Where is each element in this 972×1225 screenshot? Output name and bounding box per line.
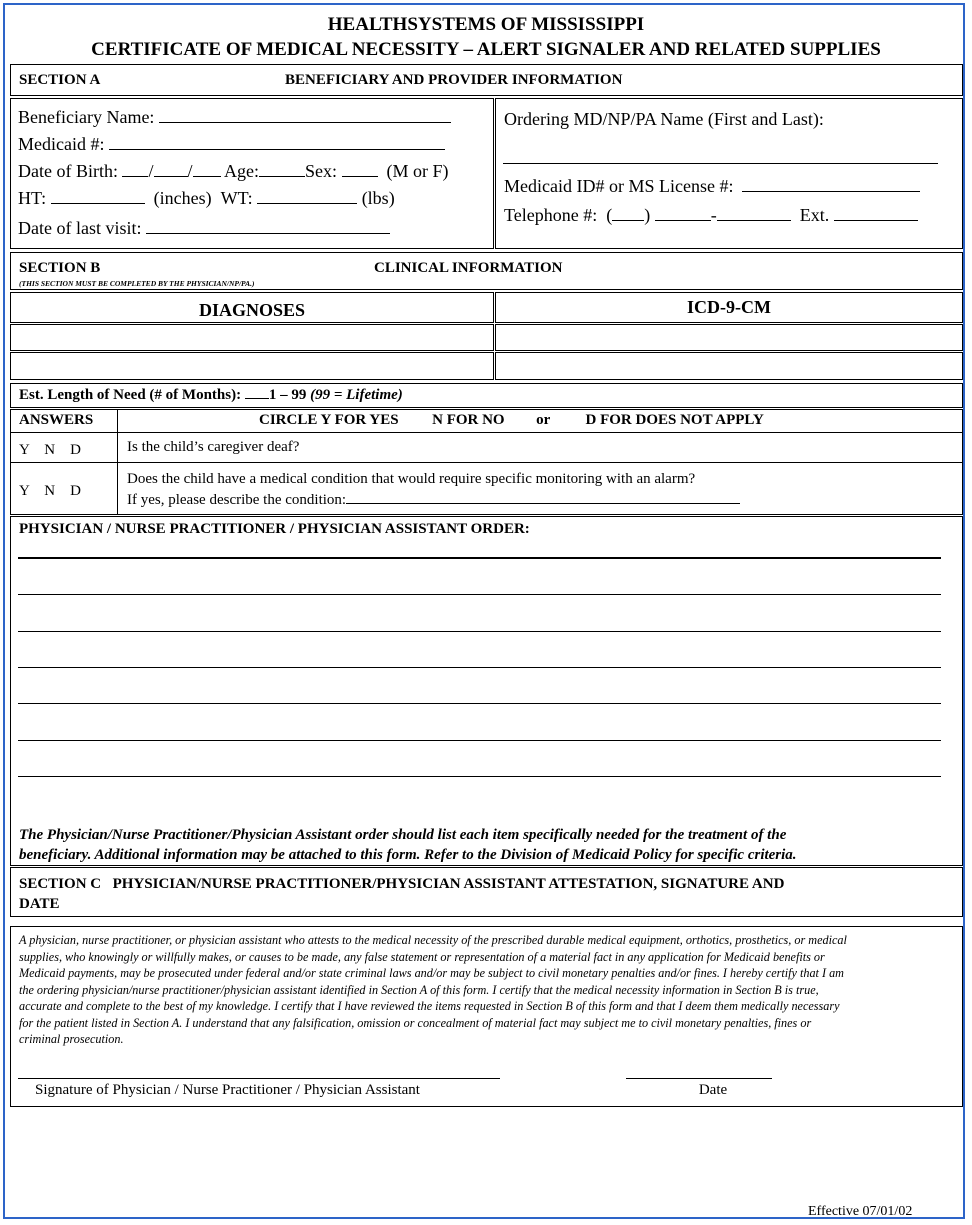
height-label: HT: <box>18 188 47 208</box>
order-title: PHYSICIAN / NURSE PRACTITIONER / PHYSICIAN ASSISTANT ORDER: <box>19 521 530 537</box>
area-code-input[interactable] <box>612 206 644 221</box>
beneficiary-name-label: Beneficiary Name: <box>18 107 155 127</box>
medicaid-number-field[interactable] <box>18 134 445 155</box>
ordering-name-input[interactable] <box>503 163 938 164</box>
section-b-label: SECTION B <box>19 260 101 276</box>
dob-year-input[interactable] <box>193 162 221 177</box>
attestation-line: accurate and complete to the best of my knowledge. I certify that I have reviewed the items requested in Section B of this form and that I deem them medically necessary <box>19 999 840 1013</box>
height-input[interactable] <box>51 189 145 204</box>
diagnoses-header: DIAGNOSES <box>198 300 306 320</box>
icd-cell-2[interactable] <box>495 352 963 380</box>
answers-header: ANSWERS <box>19 412 94 428</box>
dna-text: D FOR DOES NOT APPLY <box>585 412 764 428</box>
last-visit-field[interactable] <box>18 218 390 239</box>
order-line-2[interactable] <box>18 594 941 595</box>
medicaid-id-label: Medicaid ID# or MS License #: <box>504 176 734 196</box>
q2-text-line2: If yes, please describe the condition: <box>127 492 347 508</box>
q2-describe-input[interactable] <box>346 491 740 504</box>
signature-line[interactable] <box>18 1078 500 1079</box>
ext-input[interactable] <box>834 206 918 221</box>
q1-text: Is the child’s caregiver deaf? <box>127 439 300 455</box>
order-line-3[interactable] <box>18 631 941 632</box>
attestation-line: A physician, nurse practitioner, or physician assistant who attests to the medical necessity of the prescribed durable medical equipment, orthotics, prosthetics, or medical <box>19 933 847 947</box>
dob-age-sex-row <box>18 161 449 182</box>
sex-options: (M or F) <box>386 161 449 181</box>
phone-line-input[interactable] <box>717 206 791 221</box>
attestation-line: for the patient listed in Section A. I understand that any falsification, omission or concealment of material fact may subject me to civil monetary penalties, fines or <box>19 1015 812 1030</box>
last-visit-input[interactable] <box>146 219 390 234</box>
attestation-line: supplies, who knowingly or willfully makes, or causes to be made, any false statement or representation of a material fact in any application for Medicaid benefits or <box>19 949 825 964</box>
medicaid-id-input[interactable] <box>742 177 920 192</box>
attestation-text <box>19 932 847 1048</box>
dob-month-input[interactable] <box>122 162 148 177</box>
form-title: CERTIFICATE OF MEDICAL NECESSITY – ALERT SIGNALER AND RELATED SUPPLIES <box>91 39 881 60</box>
section-b-title: CLINICAL INFORMATION <box>374 260 563 276</box>
order-note-line1: The Physician/Nurse Practitioner/Physician Assistant order should list each item specifically needed for the treatment of the <box>19 827 787 843</box>
lbs-label: (lbs) <box>361 188 395 208</box>
no-text: N FOR NO <box>432 412 505 428</box>
dob-day-input[interactable] <box>154 162 188 177</box>
diagnosis-cell-2[interactable] <box>10 352 494 380</box>
age-label: Age: <box>224 161 260 181</box>
date-label: Date <box>698 1082 728 1098</box>
weight-input[interactable] <box>257 189 357 204</box>
circle-instructions <box>259 412 764 429</box>
q2-text-line1: Does the child have a medical condition that would require specific monitoring with an alarm? <box>127 471 696 487</box>
q2-answer-options[interactable]: Y N D <box>19 483 81 499</box>
diagnosis-cell-1[interactable] <box>10 324 494 351</box>
attestation-line: Medicaid payments, may be prosecuted under federal and/or state criminal laws and/or may be subject to civil monetary penalties and/or fines. I hereby certify that I am <box>19 966 844 980</box>
tel-paren-open: ( <box>606 205 613 225</box>
attestation-line: the ordering physician/nurse practitioner/physician assistant identified in Section A of this form. I certify that the medical necessity information in Section B is true, <box>19 982 819 997</box>
medicaid-number-input[interactable] <box>109 135 445 150</box>
dob-separator: / <box>187 161 193 181</box>
medicaid-id-field[interactable] <box>504 176 920 197</box>
answers-row-divider-2 <box>10 462 963 463</box>
order-box <box>10 516 963 866</box>
org-title: HEALTHSYSTEMS OF MISSISSIPPI <box>327 14 645 35</box>
beneficiary-name-field[interactable] <box>18 107 451 128</box>
order-line-1[interactable] <box>18 557 941 559</box>
dob-separator: / <box>148 161 154 181</box>
section-c-title-line1: PHYSICIAN/NURSE PRACTITIONER/PHYSICIAN ASSISTANT ATTESTATION, SIGNATURE AND <box>112 876 785 892</box>
weight-label: WT: <box>220 188 253 208</box>
section-c-heading <box>19 876 784 893</box>
inches-label: (inches) <box>153 188 212 208</box>
tel-paren-close: ) <box>644 205 651 225</box>
dob-label: Date of Birth: <box>18 161 118 181</box>
circle-yes-text: CIRCLE Y FOR YES <box>259 412 399 428</box>
sex-input[interactable] <box>342 162 378 177</box>
section-c-label: SECTION C <box>19 876 102 892</box>
answers-row-divider-1 <box>10 432 963 433</box>
attestation-line: criminal prosecution. <box>19 1032 124 1046</box>
order-line-5[interactable] <box>18 703 941 704</box>
tel-dash: - <box>710 205 717 225</box>
section-a-label: SECTION A <box>19 72 101 88</box>
order-line-4[interactable] <box>18 667 941 668</box>
q1-answer-options[interactable]: Y N D <box>19 442 81 458</box>
date-line[interactable] <box>626 1078 772 1079</box>
height-weight-row <box>18 188 395 209</box>
sex-label: Sex: <box>305 161 338 181</box>
section-a-title: BENEFICIARY AND PROVIDER INFORMATION <box>285 72 623 88</box>
phone-prefix-input[interactable] <box>655 206 711 221</box>
order-line-7[interactable] <box>18 776 941 777</box>
icd-cell-1[interactable] <box>495 324 963 351</box>
length-range: 1 – 99 <box>268 387 307 403</box>
effective-date: Effective 07/01/02 <box>808 1204 913 1219</box>
last-visit-label: Date of last visit: <box>18 218 142 238</box>
or-text: or <box>536 412 550 428</box>
order-line-6[interactable] <box>18 740 941 741</box>
telephone-label: Telephone #: <box>504 205 598 225</box>
q2-describe-field[interactable] <box>127 491 740 509</box>
order-note-line2: beneficiary. Additional information may be attached to this form. Refer to the Division of Medicaid Policy for specific criteria. <box>19 847 797 863</box>
signature-label: Signature of Physician / Nurse Practitioner / Physician Assistant <box>35 1082 420 1098</box>
length-of-need-input[interactable] <box>245 387 269 399</box>
section-c-title-line2: DATE <box>19 896 60 912</box>
beneficiary-name-input[interactable] <box>159 108 451 123</box>
ext-label: Ext. <box>799 205 830 225</box>
length-note: (99 = Lifetime) <box>310 387 403 403</box>
ordering-name-label: Ordering MD/NP/PA Name (First and Last): <box>504 109 824 129</box>
section-b-note: (THIS SECTION MUST BE COMPLETED BY THE PHYSICIAN/NP/PA.) <box>19 279 255 288</box>
telephone-field <box>504 205 918 226</box>
length-of-need-field <box>19 387 403 404</box>
medicaid-number-label: Medicaid #: <box>18 134 105 154</box>
length-of-need-label: Est. Length of Need (# of Months): <box>19 387 242 403</box>
age-input[interactable] <box>259 162 305 177</box>
icd-header: ICD-9-CM <box>687 297 771 317</box>
